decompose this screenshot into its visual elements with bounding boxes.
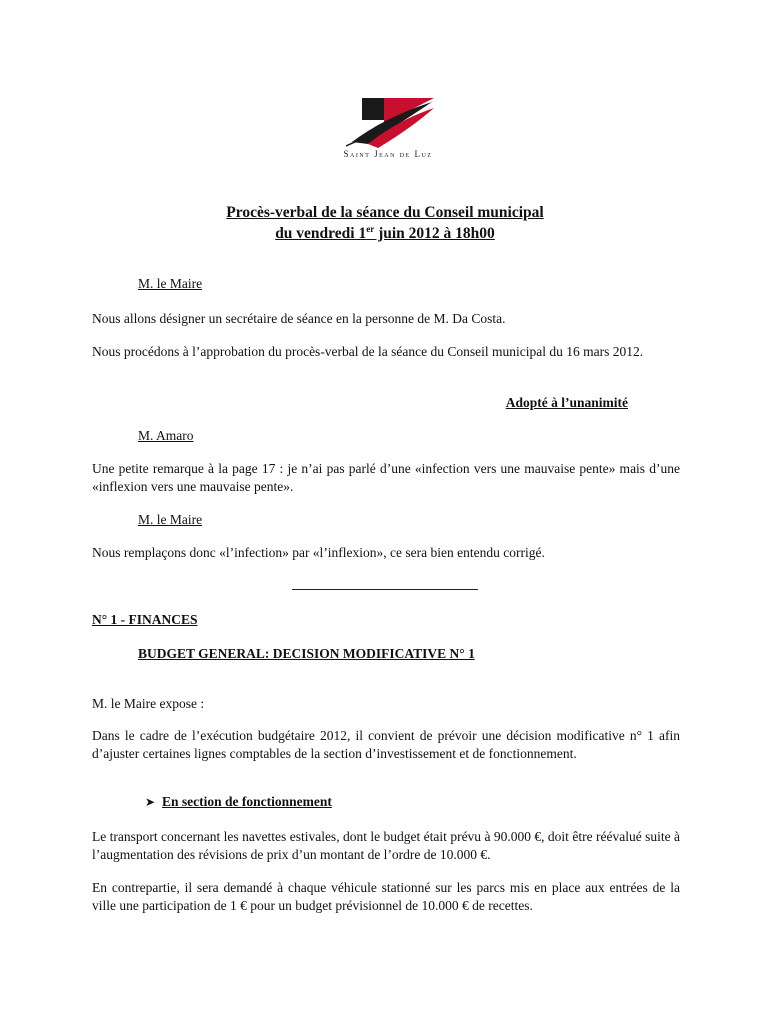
bullet-heading: En section de fonctionnement [162,794,332,809]
paragraph: Dans le cadre de l’exécution budgétaire 2012, il convient de prévoir une décision modificative n° 1 afin d’ajuster certaines lignes comptables de la section d’investissement et de fonctionnement. [92,728,680,761]
paragraph: En contrepartie, il sera demandé à chaque véhicule stationné sur les parcs mis en place aux entrées de la ville une participation de 1 € pour un budget prévisionnel de 10.000 € de recettes. [92,880,680,913]
speaker-label: M. Amaro [138,428,194,443]
speaker-label: M. le Maire [138,276,203,291]
speaker-label: M. le Maire [138,512,203,527]
logo-caption: Saint Jean de Luz [343,149,433,159]
paragraph: Nous remplaçons donc «l’infection» par «l’inflexion», ce sera bien entendu corrigé. [92,545,545,560]
paragraph: Le transport concernant les navettes estivales, dont le budget était prévu à 90.000 €, doit être réévalué suite à l’augmentation des révisions de prix d’un montant de l’ordre de 10.000 €. [92,829,680,862]
subsection-heading: BUDGET GENERAL: DECISION MODIFICATIVE N° 1 [138,646,475,661]
paragraph: Nous procédons à l’approbation du procès-verbal de la séance du Conseil municipal du 16 mars 2012. [92,344,644,359]
vote-result: Adopté à l’unanimité [505,395,628,410]
separator-rule [292,589,478,590]
paragraph: M. le Maire expose : [92,696,205,711]
paragraph: Une petite remarque à la page 17 : je n’ai pas parlé d’une «infection vers une mauvaise pente» mais d’une «inflexion vers une mauvaise pente». [92,461,680,494]
arrow-bullet-icon: ➤ [145,795,156,809]
paragraph: Nous allons désigner un secrétaire de séance en la personne de M. Da Costa. [92,311,506,326]
section-heading: N° 1 - FINANCES [92,612,198,627]
document-subtitle: du vendredi 1er juin 2012 à 18h00 [275,224,495,243]
document-title: Procès-verbal de la séance du Conseil municipal [226,204,544,221]
